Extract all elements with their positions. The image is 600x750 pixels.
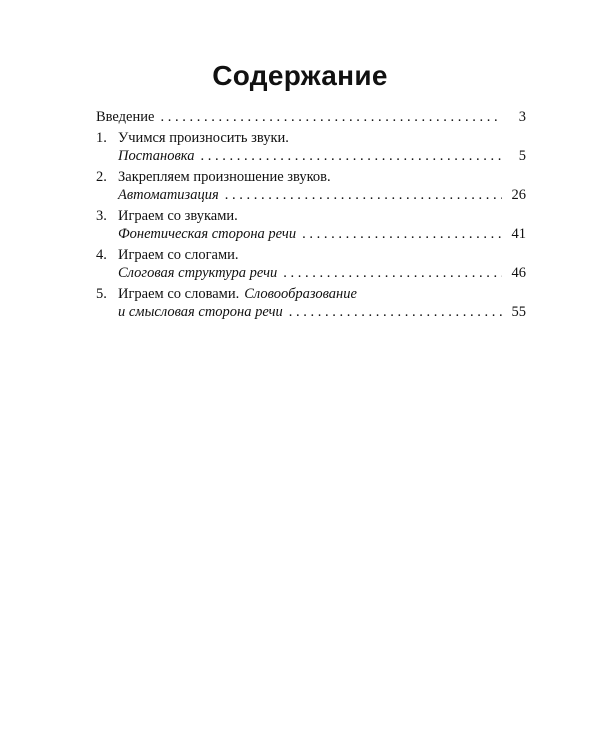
toc-entry-number: 4.	[96, 247, 107, 263]
toc-entry-subtitle: Слоговая структура речи	[118, 265, 278, 281]
dot-leader	[160, 108, 502, 126]
dot-leader	[225, 186, 502, 204]
toc-entry-number: 2.	[96, 169, 107, 185]
toc-entry-number: 1.	[96, 130, 107, 146]
dot-leader	[289, 303, 502, 321]
dot-leader	[283, 264, 502, 282]
toc-entry-subtitle: и смысловая сторона речи	[118, 304, 283, 320]
toc-line	[96, 285, 526, 303]
toc-entry-title: Играем со слогами.	[118, 247, 239, 263]
toc-entry-title: Играем со словами.	[118, 286, 240, 302]
toc-entry-subtitle: Постановка	[118, 148, 195, 164]
toc-entry-title-italic: Словообразование	[244, 286, 357, 302]
toc-entry-4	[96, 246, 526, 282]
toc-page-number: 26	[511, 187, 526, 203]
toc-line	[96, 264, 526, 282]
toc-line	[96, 207, 526, 225]
toc-page-number: 41	[511, 226, 526, 242]
toc-entry-title: Закрепляем произношение звуков.	[118, 169, 331, 185]
toc-entry-label: Введение	[96, 109, 155, 125]
toc-line	[96, 246, 526, 264]
toc-entry-1	[96, 129, 526, 165]
toc-entry-intro	[96, 108, 526, 126]
toc-entry-title: Учимся произносить звуки.	[118, 130, 289, 146]
toc-page-number: 3	[518, 109, 526, 125]
toc-line	[96, 303, 526, 321]
page-title: Содержание	[212, 60, 388, 91]
toc-entry-5	[96, 285, 526, 321]
toc-page-number: 46	[511, 265, 526, 281]
table-of-contents	[96, 108, 526, 322]
toc-entry-title: Играем со звуками.	[118, 208, 238, 224]
toc-page-number: 55	[511, 304, 526, 320]
toc-line	[96, 168, 526, 186]
toc-entry-number: 5.	[96, 286, 107, 302]
dot-leader	[302, 225, 502, 243]
toc-line	[96, 225, 526, 243]
dot-leader	[200, 147, 502, 165]
toc-entry-number: 3.	[96, 208, 107, 224]
toc-entry-2	[96, 168, 526, 204]
toc-line	[96, 108, 526, 126]
toc-entry-subtitle: Фонетическая сторона речи	[118, 226, 297, 242]
toc-entry-subtitle: Автоматизация	[118, 187, 219, 203]
toc-page-number: 5	[518, 148, 526, 164]
toc-line	[96, 147, 526, 165]
toc-line	[96, 129, 526, 147]
toc-entry-3	[96, 207, 526, 243]
toc-line	[96, 186, 526, 204]
